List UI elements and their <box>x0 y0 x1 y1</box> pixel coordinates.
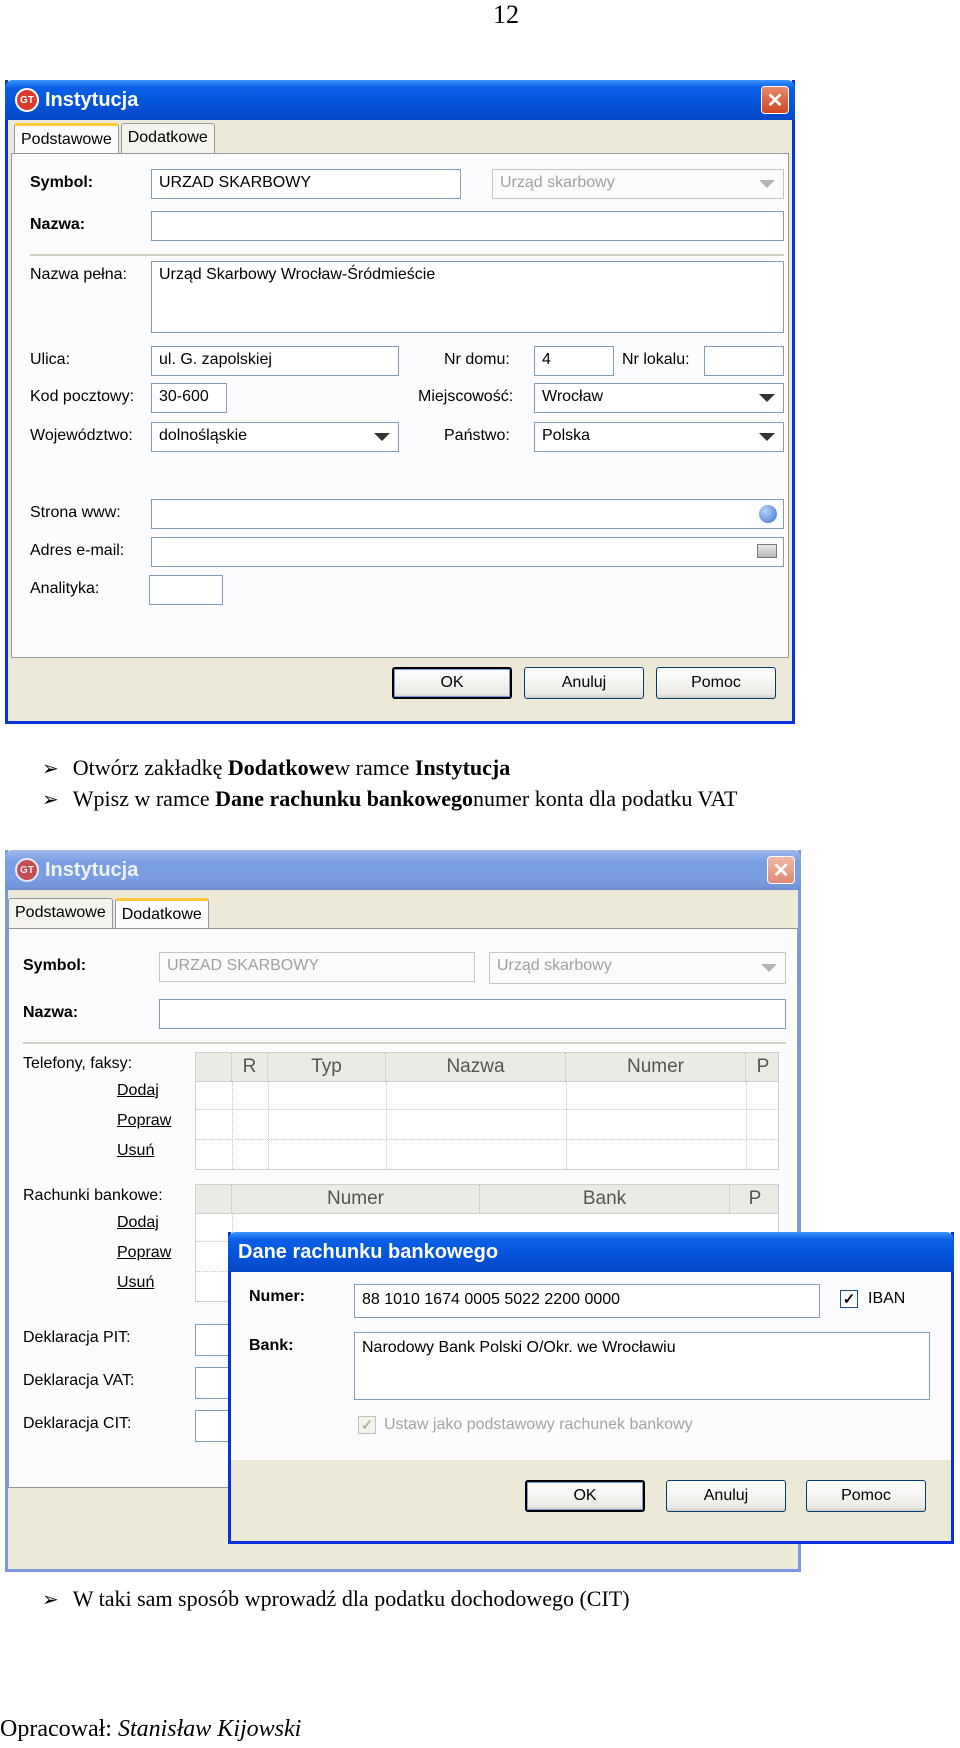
edit-account-link[interactable]: Popraw <box>117 1244 172 1261</box>
instruction-item <box>42 755 510 781</box>
tab-panel <box>11 153 789 658</box>
page-number: 12 <box>493 0 519 29</box>
arrow-bullet-icon: ➢ <box>42 1589 59 1611</box>
delete-phone-link[interactable]: Usuń <box>117 1142 155 1159</box>
type-select[interactable] <box>489 952 786 984</box>
dialog-titlebar[interactable] <box>228 1232 954 1272</box>
instruction-text-bold: Dane rachunku bankowego <box>215 786 474 811</box>
ok-button[interactable]: OK <box>392 667 512 699</box>
nr-domu-label: Nr domu: <box>444 351 510 368</box>
iban-label: IBAN <box>868 1290 906 1307</box>
dialog-titlebar[interactable] <box>5 850 801 890</box>
bank-account-dialog <box>228 1232 954 1544</box>
grid-line <box>232 1081 233 1169</box>
nr-lokalu-input[interactable] <box>704 346 784 376</box>
ulica-label: Ulica: <box>30 351 71 368</box>
instruction-text: numer konta dla podatku VAT <box>473 786 738 811</box>
ok-button[interactable]: OK <box>525 1480 645 1512</box>
default-account-checkbox[interactable] <box>358 1416 693 1434</box>
table-header <box>196 1185 778 1214</box>
wojewodztwo-value: dolnośląskie <box>159 427 248 444</box>
chevron-down-icon <box>761 964 777 972</box>
column-header-typ[interactable]: Typ <box>268 1053 386 1081</box>
nr-lokalu-label: Nr lokalu: <box>622 351 690 368</box>
nazwa-input[interactable] <box>159 999 786 1029</box>
grid-line <box>746 1081 747 1169</box>
instruction-text: W taki sam sposób wprowadź dla podatku dochodowego (CIT) <box>72 1586 630 1611</box>
chevron-down-icon <box>759 394 775 402</box>
instruction-text: Wpisz w ramce <box>72 786 210 811</box>
instruction-text: Otwórz zakładkę <box>72 755 223 780</box>
cancel-button[interactable]: Anuluj <box>524 667 644 699</box>
chevron-down-icon <box>759 433 775 441</box>
separator <box>23 1042 786 1045</box>
close-icon[interactable]: ✕ <box>761 86 789 114</box>
column-header-blank <box>196 1053 232 1081</box>
type-select-value: Urząd skarbowy <box>497 957 612 974</box>
grid-line <box>386 1081 387 1169</box>
symbol-label: Symbol: <box>23 957 87 974</box>
panstwo-value: Polska <box>542 427 591 444</box>
symbol-input[interactable]: URZAD SKARBOWY <box>159 952 475 982</box>
grid-line <box>566 1081 567 1169</box>
numer-input[interactable]: 88 1010 1674 0005 5022 2200 0000 <box>354 1284 820 1318</box>
help-button[interactable]: Pomoc <box>806 1480 926 1512</box>
kod-input[interactable]: 30-600 <box>151 383 227 413</box>
default-account-label: Ustaw jako podstawowy rachunek bankowy <box>384 1416 693 1433</box>
miejscowosc-value: Wrocław <box>542 388 604 405</box>
dialog-title: Instytucja <box>45 858 139 881</box>
column-header-numer[interactable]: Numer <box>566 1053 746 1081</box>
dialog-title: Instytucja <box>45 88 139 111</box>
chevron-down-icon <box>759 180 775 188</box>
table-row[interactable] <box>196 1141 778 1169</box>
iban-checkbox[interactable] <box>840 1290 905 1308</box>
column-header-p[interactable]: P <box>748 1188 762 1209</box>
rachunki-label: Rachunki bankowe: <box>23 1187 163 1204</box>
instruction-item <box>42 1586 630 1612</box>
column-header-r[interactable]: R <box>232 1053 268 1081</box>
separator <box>30 254 784 257</box>
miejscowosc-select[interactable] <box>534 383 784 413</box>
telefony-label: Telefony, faksy: <box>23 1055 133 1072</box>
table-header <box>196 1053 778 1082</box>
tab-podstawowe[interactable]: Podstawowe <box>14 123 119 155</box>
analityka-label: Analityka: <box>30 580 100 597</box>
dialog-title: Dane rachunku bankowego <box>238 1240 499 1263</box>
type-select-value: Urząd skarbowy <box>500 174 615 191</box>
table-row[interactable] <box>196 1111 778 1140</box>
ulica-input[interactable]: ul. G. zapolskiej <box>151 346 399 376</box>
delete-account-link[interactable]: Usuń <box>117 1274 155 1291</box>
kod-label: Kod pocztowy: <box>30 388 135 405</box>
author-footer <box>0 1716 301 1743</box>
numer-label: Numer: <box>249 1288 306 1305</box>
phones-table[interactable] <box>195 1052 779 1170</box>
deklaracja-cit-label: Deklaracja CIT: <box>23 1415 132 1432</box>
column-header-nazwa[interactable]: Nazwa <box>386 1053 566 1081</box>
symbol-input[interactable]: URZAD SKARBOWY <box>151 169 461 199</box>
nazwa-pelna-textarea[interactable]: Urząd Skarbowy Wrocław-Śródmieście <box>151 261 784 333</box>
edit-phone-link[interactable]: Popraw <box>117 1112 172 1129</box>
table-row[interactable] <box>196 1081 778 1110</box>
instruction-text-bold: Dodatkowe <box>227 755 335 780</box>
analityka-input[interactable] <box>149 575 223 605</box>
panstwo-label: Państwo: <box>444 427 510 444</box>
column-header-bank[interactable]: Bank <box>480 1185 730 1213</box>
symbol-label: Symbol: <box>30 174 94 191</box>
check-icon[interactable]: ✓ <box>358 1416 376 1434</box>
bank-textarea[interactable]: Narodowy Bank Polski O/Okr. we Wrocławiu <box>354 1332 930 1400</box>
arrow-bullet-icon: ➢ <box>42 789 59 811</box>
tab-podstawowe[interactable]: Podstawowe <box>8 898 113 930</box>
tab-dodatkowe[interactable]: Dodatkowe <box>115 898 209 930</box>
dialog-panel <box>231 1272 951 1460</box>
author-name: Stanisław Kijowski <box>117 1716 302 1742</box>
send-mail-icon[interactable] <box>757 544 777 558</box>
miejscowosc-label: Miejscowość: <box>418 388 514 405</box>
wojewodztwo-select[interactable] <box>151 422 399 452</box>
www-input[interactable] <box>151 499 784 529</box>
help-button[interactable]: Pomoc <box>656 667 776 699</box>
column-header-blank <box>196 1185 232 1213</box>
type-select[interactable] <box>492 169 784 199</box>
wojewodztwo-label: Województwo: <box>30 427 133 444</box>
institution-dialog-basic <box>5 80 795 724</box>
check-icon[interactable]: ✓ <box>840 1290 858 1308</box>
www-label: Strona www: <box>30 504 121 521</box>
close-icon[interactable]: ✕ <box>767 856 795 884</box>
panstwo-select[interactable] <box>534 422 784 452</box>
instruction-item <box>42 786 737 812</box>
deklaracja-vat-label: Deklaracja VAT: <box>23 1372 135 1389</box>
globe-icon[interactable] <box>759 505 777 523</box>
add-phone-link[interactable]: Dodaj <box>117 1082 159 1099</box>
deklaracja-pit-label: Deklaracja PIT: <box>23 1329 131 1346</box>
nazwa-pelna-label: Nazwa pełna: <box>30 266 127 283</box>
nazwa-input[interactable] <box>151 211 784 241</box>
add-account-link[interactable]: Dodaj <box>117 1214 159 1231</box>
grid-line <box>268 1081 269 1169</box>
app-logo-icon: GT <box>15 88 39 112</box>
bank-label: Bank: <box>249 1337 294 1354</box>
column-header-numer[interactable]: Numer <box>232 1185 480 1213</box>
column-header-p[interactable]: P <box>756 1056 770 1077</box>
email-label: Adres e-mail: <box>30 542 125 559</box>
instruction-text: w ramce <box>334 755 410 780</box>
chevron-down-icon <box>374 433 390 441</box>
nazwa-label: Nazwa: <box>30 216 86 233</box>
dialog-titlebar[interactable] <box>5 80 795 120</box>
app-logo-icon: GT <box>15 858 39 882</box>
arrow-bullet-icon: ➢ <box>42 758 59 780</box>
author-label: Opracował: <box>0 1716 118 1742</box>
nazwa-label: Nazwa: <box>23 1004 79 1021</box>
tab-dodatkowe[interactable]: Dodatkowe <box>121 123 215 155</box>
cancel-button[interactable]: Anuluj <box>666 1480 786 1512</box>
instruction-text-bold: Instytucja <box>414 755 511 780</box>
nr-domu-input[interactable]: 4 <box>534 346 614 376</box>
email-input[interactable] <box>151 537 784 567</box>
